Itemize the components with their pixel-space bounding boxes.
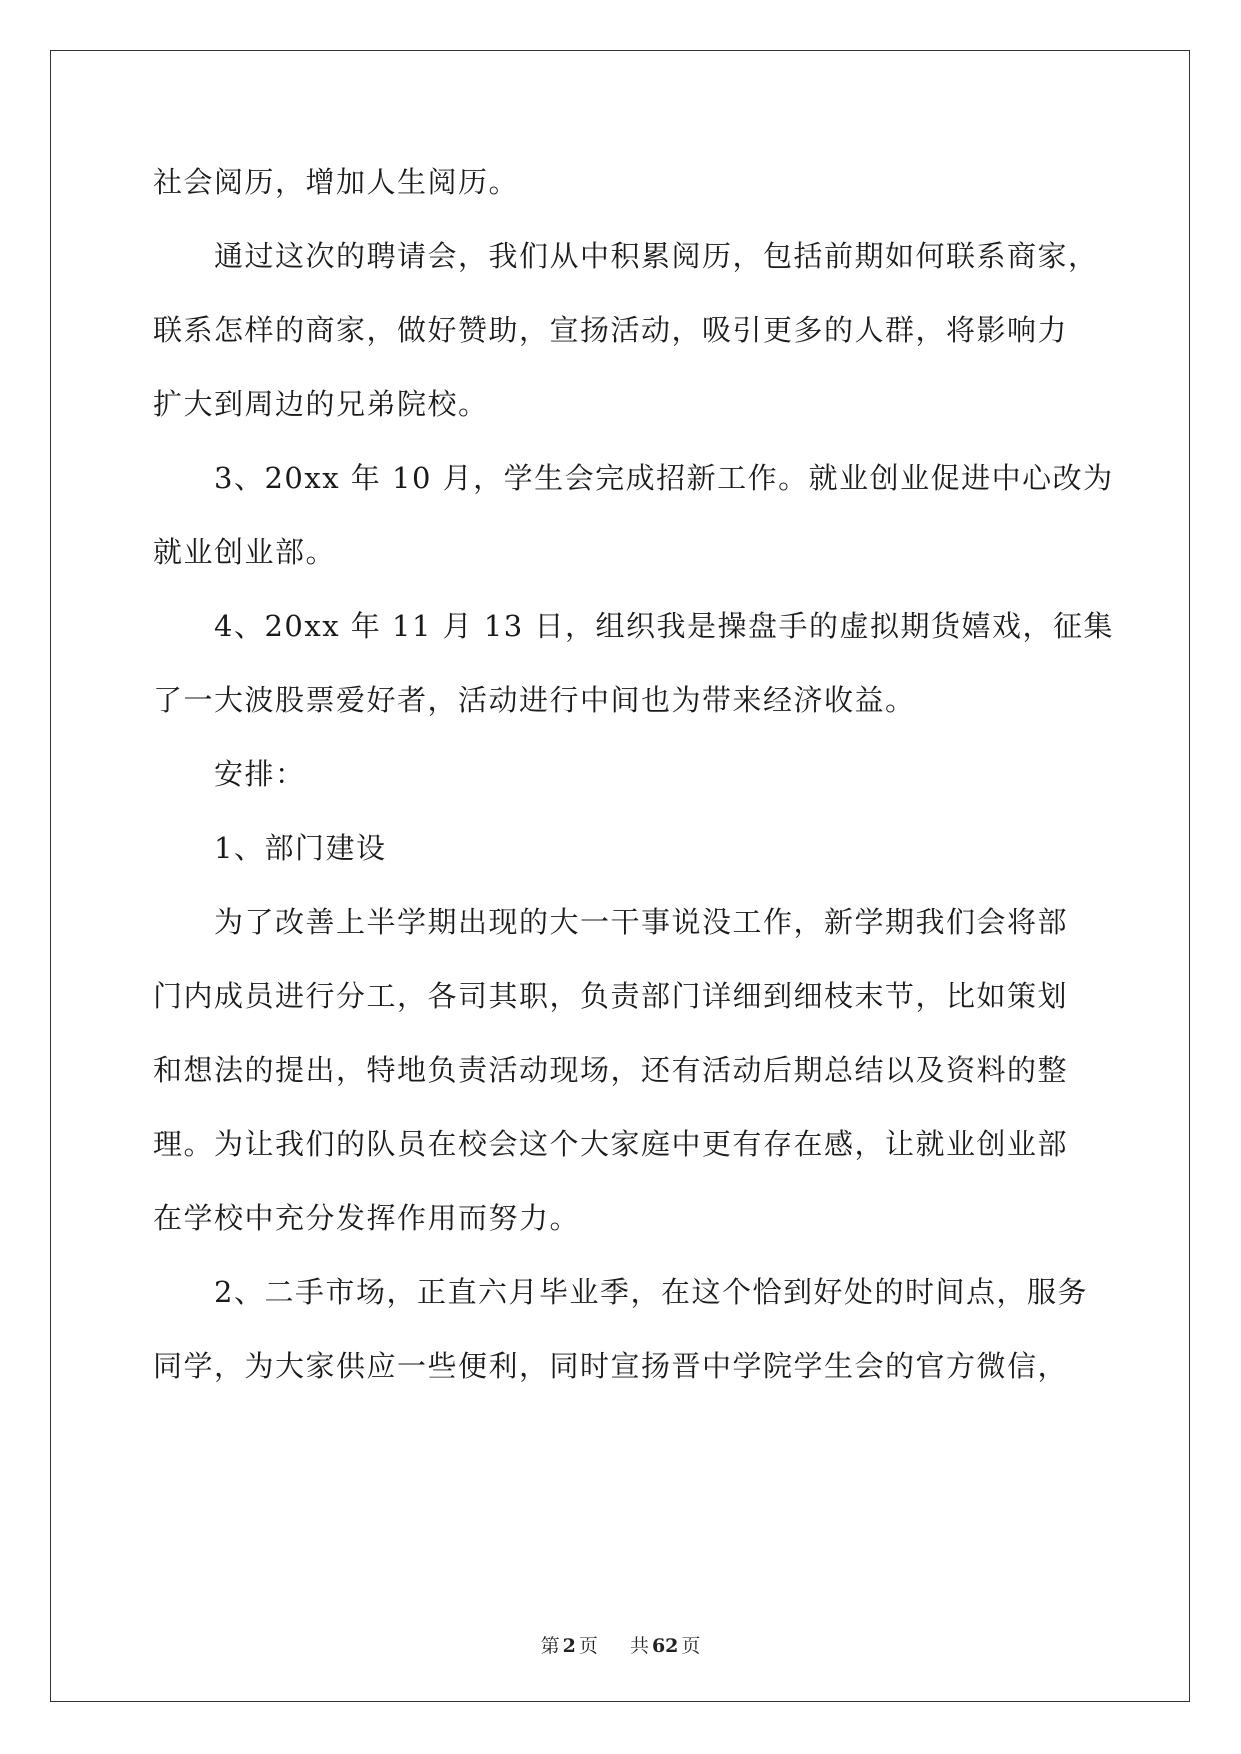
text-line: 社会阅历，增加人生阅历。: [153, 165, 520, 199]
page-footer: [0, 1634, 1241, 1658]
text-line: 2、二手市场，正直六月毕业季，在这个恰到好处的时间点，服务: [214, 1275, 1088, 1309]
total-pages: 62: [651, 1635, 679, 1657]
text-line: 安排：: [214, 757, 306, 791]
text-line: 同学，为大家供应一些便利，同时宣扬晋中学院学生会的官方微信，: [153, 1349, 1069, 1383]
text-line: 通过这次的聘请会，我们从中积累阅历，包括前期如何联系商家，: [214, 239, 1099, 273]
text-line: 和想法的提出，特地负责活动现场，还有活动后期总结以及资料的整: [153, 1053, 1069, 1087]
text-line: 在学校中充分发挥作用而努力。: [153, 1201, 581, 1235]
text-line: 3、20xx 年 10 月，学生会完成招新工作。就业创业促进中心改为: [214, 461, 1114, 495]
text-line: 了一大波股票爱好者，活动进行中间也为带来经济收益。: [153, 683, 916, 717]
text-line: 1、部门建设: [214, 831, 387, 865]
text-line: 为了改善上半学期出现的大一干事说没工作，新学期我们会将部: [214, 905, 1069, 939]
text-line: 4、20xx 年 11 月 13 日，组织我是操盘手的虚拟期货嬉戏，征集: [214, 609, 1114, 643]
page-border: [50, 50, 1190, 1702]
text-line: 门内成员进行分工，各司其职，负责部门详细到细枝末节，比如策划: [153, 979, 1069, 1013]
page-suffix: 页: [578, 1635, 598, 1657]
text-line: 理。为让我们的队员在校会这个大家庭中更有存在感，让就业创业部: [153, 1127, 1069, 1161]
total-prefix: 共: [629, 1635, 649, 1657]
text-line: 联系怎样的商家，做好赞助，宣扬活动，吸引更多的人群，将影响力: [153, 313, 1069, 347]
text-line: 就业创业部。: [153, 535, 337, 569]
page-prefix: 第: [540, 1635, 560, 1657]
total-suffix: 页: [681, 1635, 701, 1657]
text-line: 扩大到周边的兄弟院校。: [153, 387, 489, 421]
page-number: 2: [562, 1635, 576, 1657]
